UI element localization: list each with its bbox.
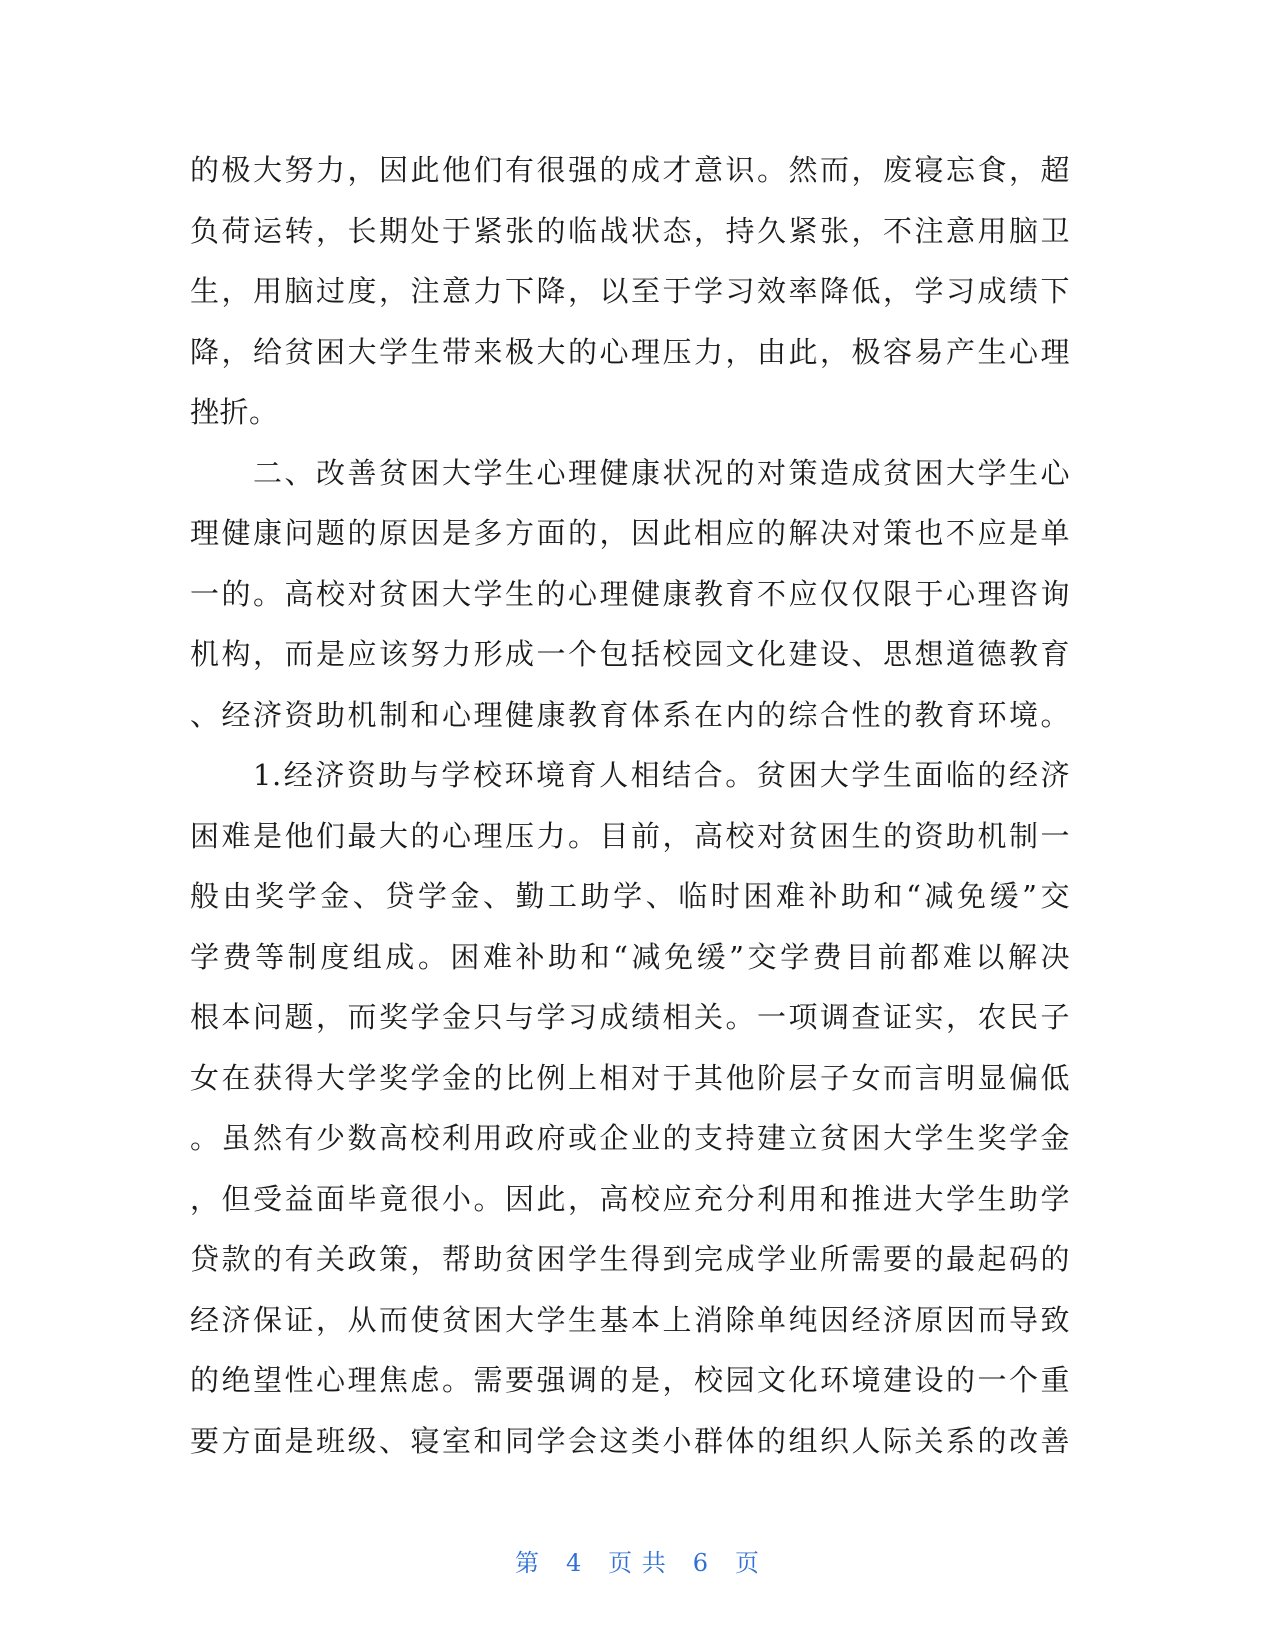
text-line: 困难是他们最大的心理压力。目前，高校对贫困生的资助机制一 — [190, 818, 1070, 853]
footer-suffix: 页 — [734, 1549, 760, 1577]
footer-prefix: 第 — [515, 1549, 541, 1577]
text-line: 机构，而是应该努力形成一个包括校园文化建设、思想道德教育 — [190, 637, 1070, 671]
text-line: 的极大努力，因此他们有很强的成才意识。然而，废寝忘食，超 — [190, 153, 1070, 187]
text-line: 二、改善贫困大学生心理健康状况的对策造成贫困大学生心 — [190, 455, 1070, 490]
text-line: 理健康问题的原因是多方面的，因此相应的解决对策也不应是单 — [190, 516, 1070, 550]
total-pages-number: 6 — [692, 1549, 710, 1577]
text-line: 挫折。 — [190, 395, 279, 429]
text-line: 生，用脑过度，注意力下降，以至于学习效率降低，学习成绩下 — [190, 274, 1070, 308]
text-line: 贷款的有关政策，帮助贫困学生得到完成学业所需要的最起码的 — [190, 1242, 1070, 1276]
text-line: 女在获得大学奖学金的比例上相对于其他阶层子女而言明显偏低 — [190, 1060, 1070, 1095]
text-line: 根本问题，而奖学金只与学习成绩相关。一项调查证实，农民子 — [190, 1000, 1070, 1034]
text-line: 一的。高校对贫困大学生的心理健康教育不应仅仅限于心理咨询 — [190, 576, 1070, 611]
body-text — [190, 140, 1070, 1471]
text-line: 经济保证，从而使贫困大学生基本上消除单纯因经济原因而导致 — [190, 1302, 1070, 1337]
text-line: 般由奖学金、贷学金、勤工助学、临时困难补助和“减免缓”交 — [190, 879, 1070, 913]
current-page-number: 4 — [565, 1549, 583, 1577]
text-line: 负荷运转，长期处于紧张的临战状态，持久紧张，不注意用脑卫 — [190, 213, 1070, 248]
text-line: ，但受益面毕竟很小。因此，高校应充分利用和推进大学生助学 — [190, 1181, 1070, 1216]
text-line: 1.经济资助与学校环境育人相结合。贫困大学生面临的经济 — [190, 758, 1070, 792]
text-line: 。虽然有少数高校利用政府或企业的支持建立贫困大学生奖学金 — [190, 1121, 1070, 1155]
text-line: 学费等制度组成。困难补助和“减免缓”交学费目前都难以解决 — [190, 939, 1070, 974]
text-line: 的绝望性心理焦虑。需要强调的是，校园文化环境建设的一个重 — [190, 1363, 1070, 1397]
footer-middle: 页 共 — [608, 1549, 667, 1577]
page-footer — [0, 1543, 1275, 1578]
text-line: 要方面是班级、寝室和同学会这类小群体的组织人际关系的改善 — [190, 1423, 1070, 1458]
text-line: 、经济资助机制和心理健康教育体系在内的综合性的教育环境。 — [190, 697, 1070, 732]
text-line: 降，给贫困大学生带来极大的心理压力，由此，极容易产生心理 — [190, 334, 1070, 369]
